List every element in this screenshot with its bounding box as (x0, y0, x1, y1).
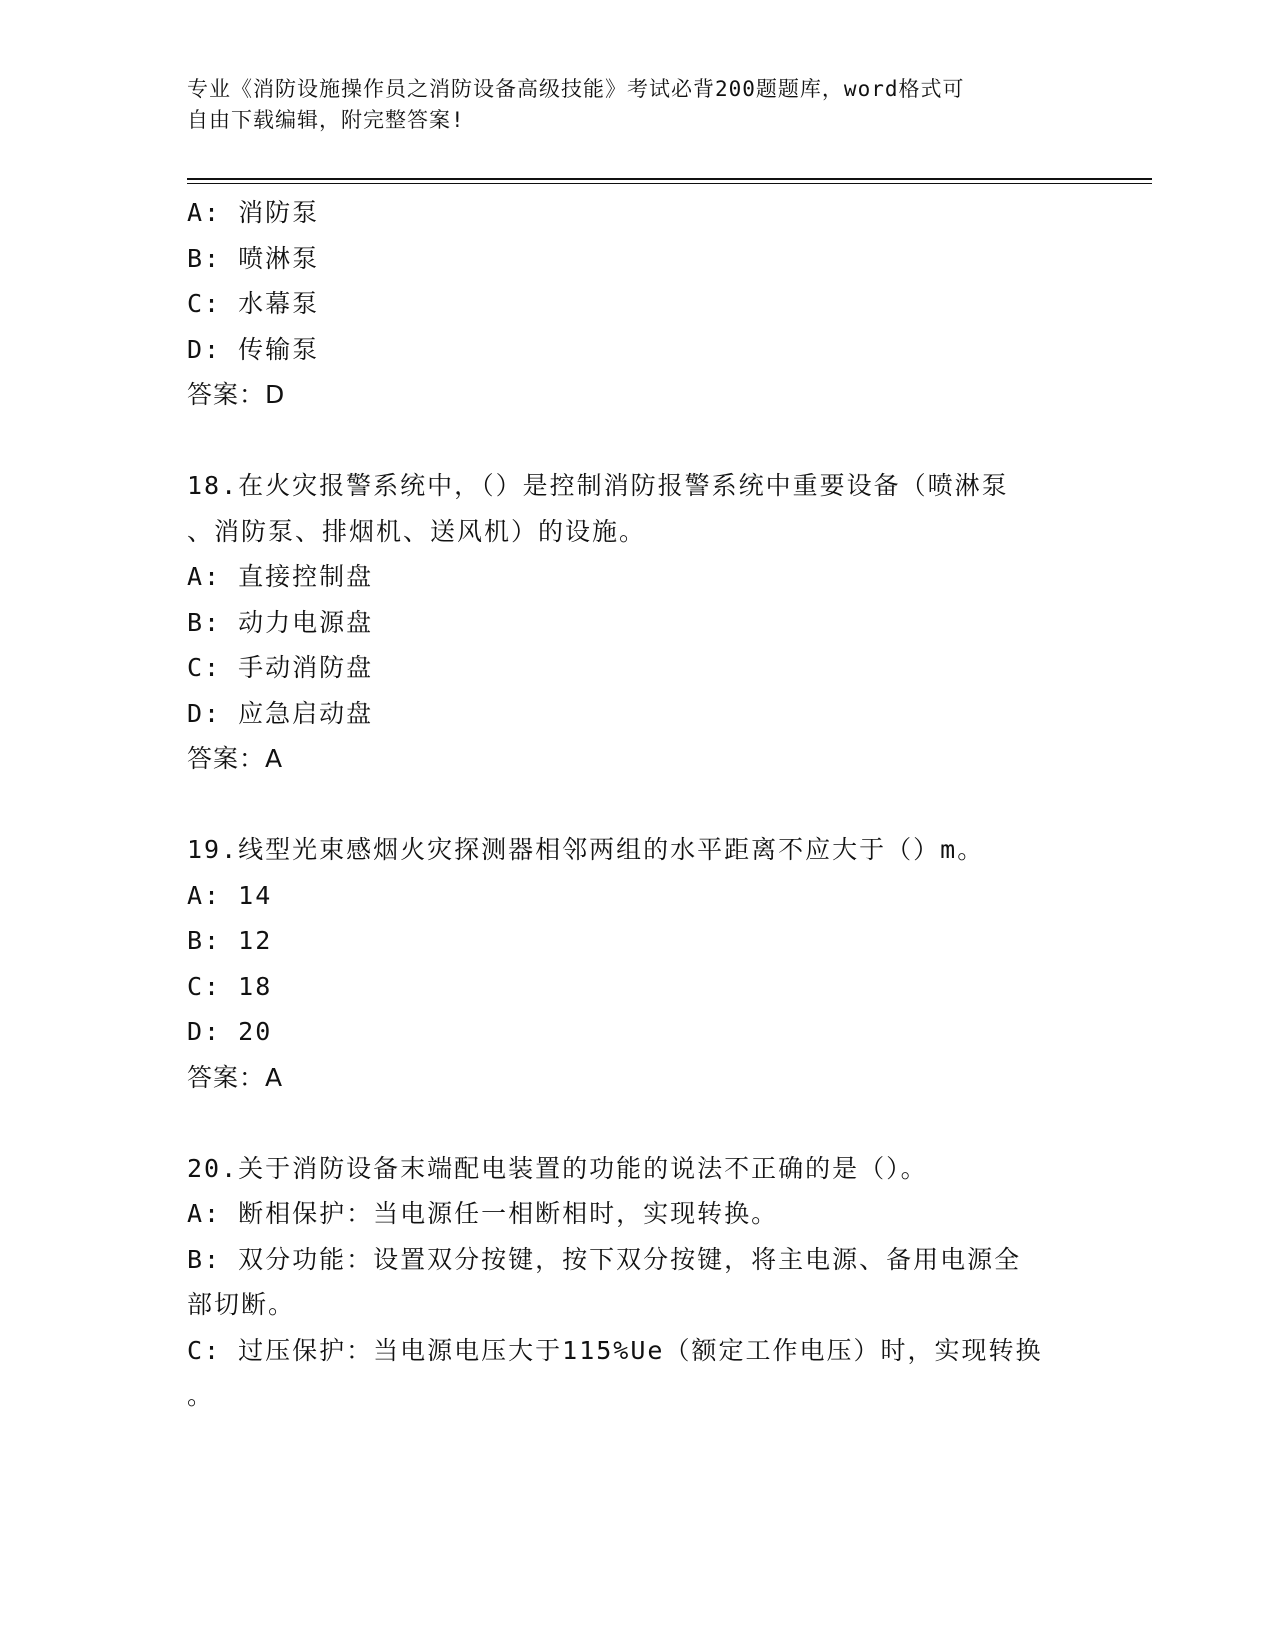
document-body (187, 190, 1087, 1419)
option-b-line-2: 部切断。 (187, 1290, 296, 1319)
spacer (187, 782, 1087, 828)
answer-line: 答案：D (187, 380, 286, 409)
question-18-block (187, 463, 1087, 782)
answer-line: 答案：A (187, 744, 284, 773)
spacer (187, 418, 1087, 464)
question-text: 19.线型光束感烟火灾探测器相邻两组的水平距离不应大于（）m。 (187, 835, 985, 864)
option-c: C: 手动消防盘 (187, 653, 374, 682)
answer-line: 答案：A (187, 1062, 284, 1092)
option-b-line-1: B: 双分功能：设置双分按键，按下双分按键，将主电源、备用电源全 (187, 1244, 1022, 1274)
question-19-block (187, 827, 1087, 1100)
option-c-line-2: 。 (187, 1381, 215, 1410)
option-d: D: 应急启动盘 (187, 698, 374, 728)
option-b: B: 喷淋泵 (187, 243, 320, 273)
header-title-line-1: 专业《消防设施操作员之消防设备高级技能》考试必背200题题库，word格式可 (187, 77, 965, 101)
option-c-line-1: C: 过压保护：当电源电压大于115%Ue（额定工作电压）时，实现转换 (187, 1335, 1043, 1365)
question-text-line-2: 、消防泵、排烟机、送风机）的设施。 (187, 516, 647, 546)
option-c: C: 18 (187, 971, 273, 1001)
option-a: A: 直接控制盘 (187, 562, 374, 591)
option-a: A: 消防泵 (187, 198, 320, 227)
option-b: B: 动力电源盘 (187, 607, 374, 637)
header-title-line-2: 自由下载编辑，附完整答案! (187, 108, 465, 132)
option-c: C: 水幕泵 (187, 289, 320, 318)
question-text-line-1: 18.在火灾报警系统中，（）是控制消防报警系统中重要设备（喷淋泵 (187, 471, 1009, 500)
question-17-block (187, 190, 1087, 418)
header-rule-thin (187, 183, 1152, 184)
option-b: B: 12 (187, 926, 273, 955)
option-d: D: 20 (187, 1017, 273, 1046)
spacer (187, 1100, 1087, 1146)
header-rule-thick (187, 178, 1152, 180)
question-20-block (187, 1146, 1087, 1419)
option-a: A: 14 (187, 880, 273, 910)
option-a: A: 断相保护：当电源任一相断相时，实现转换。 (187, 1199, 779, 1228)
question-text: 20.关于消防设备末端配电装置的功能的说法不正确的是（）。 (187, 1153, 928, 1183)
document-header (187, 74, 1067, 136)
option-d: D: 传输泵 (187, 334, 320, 364)
